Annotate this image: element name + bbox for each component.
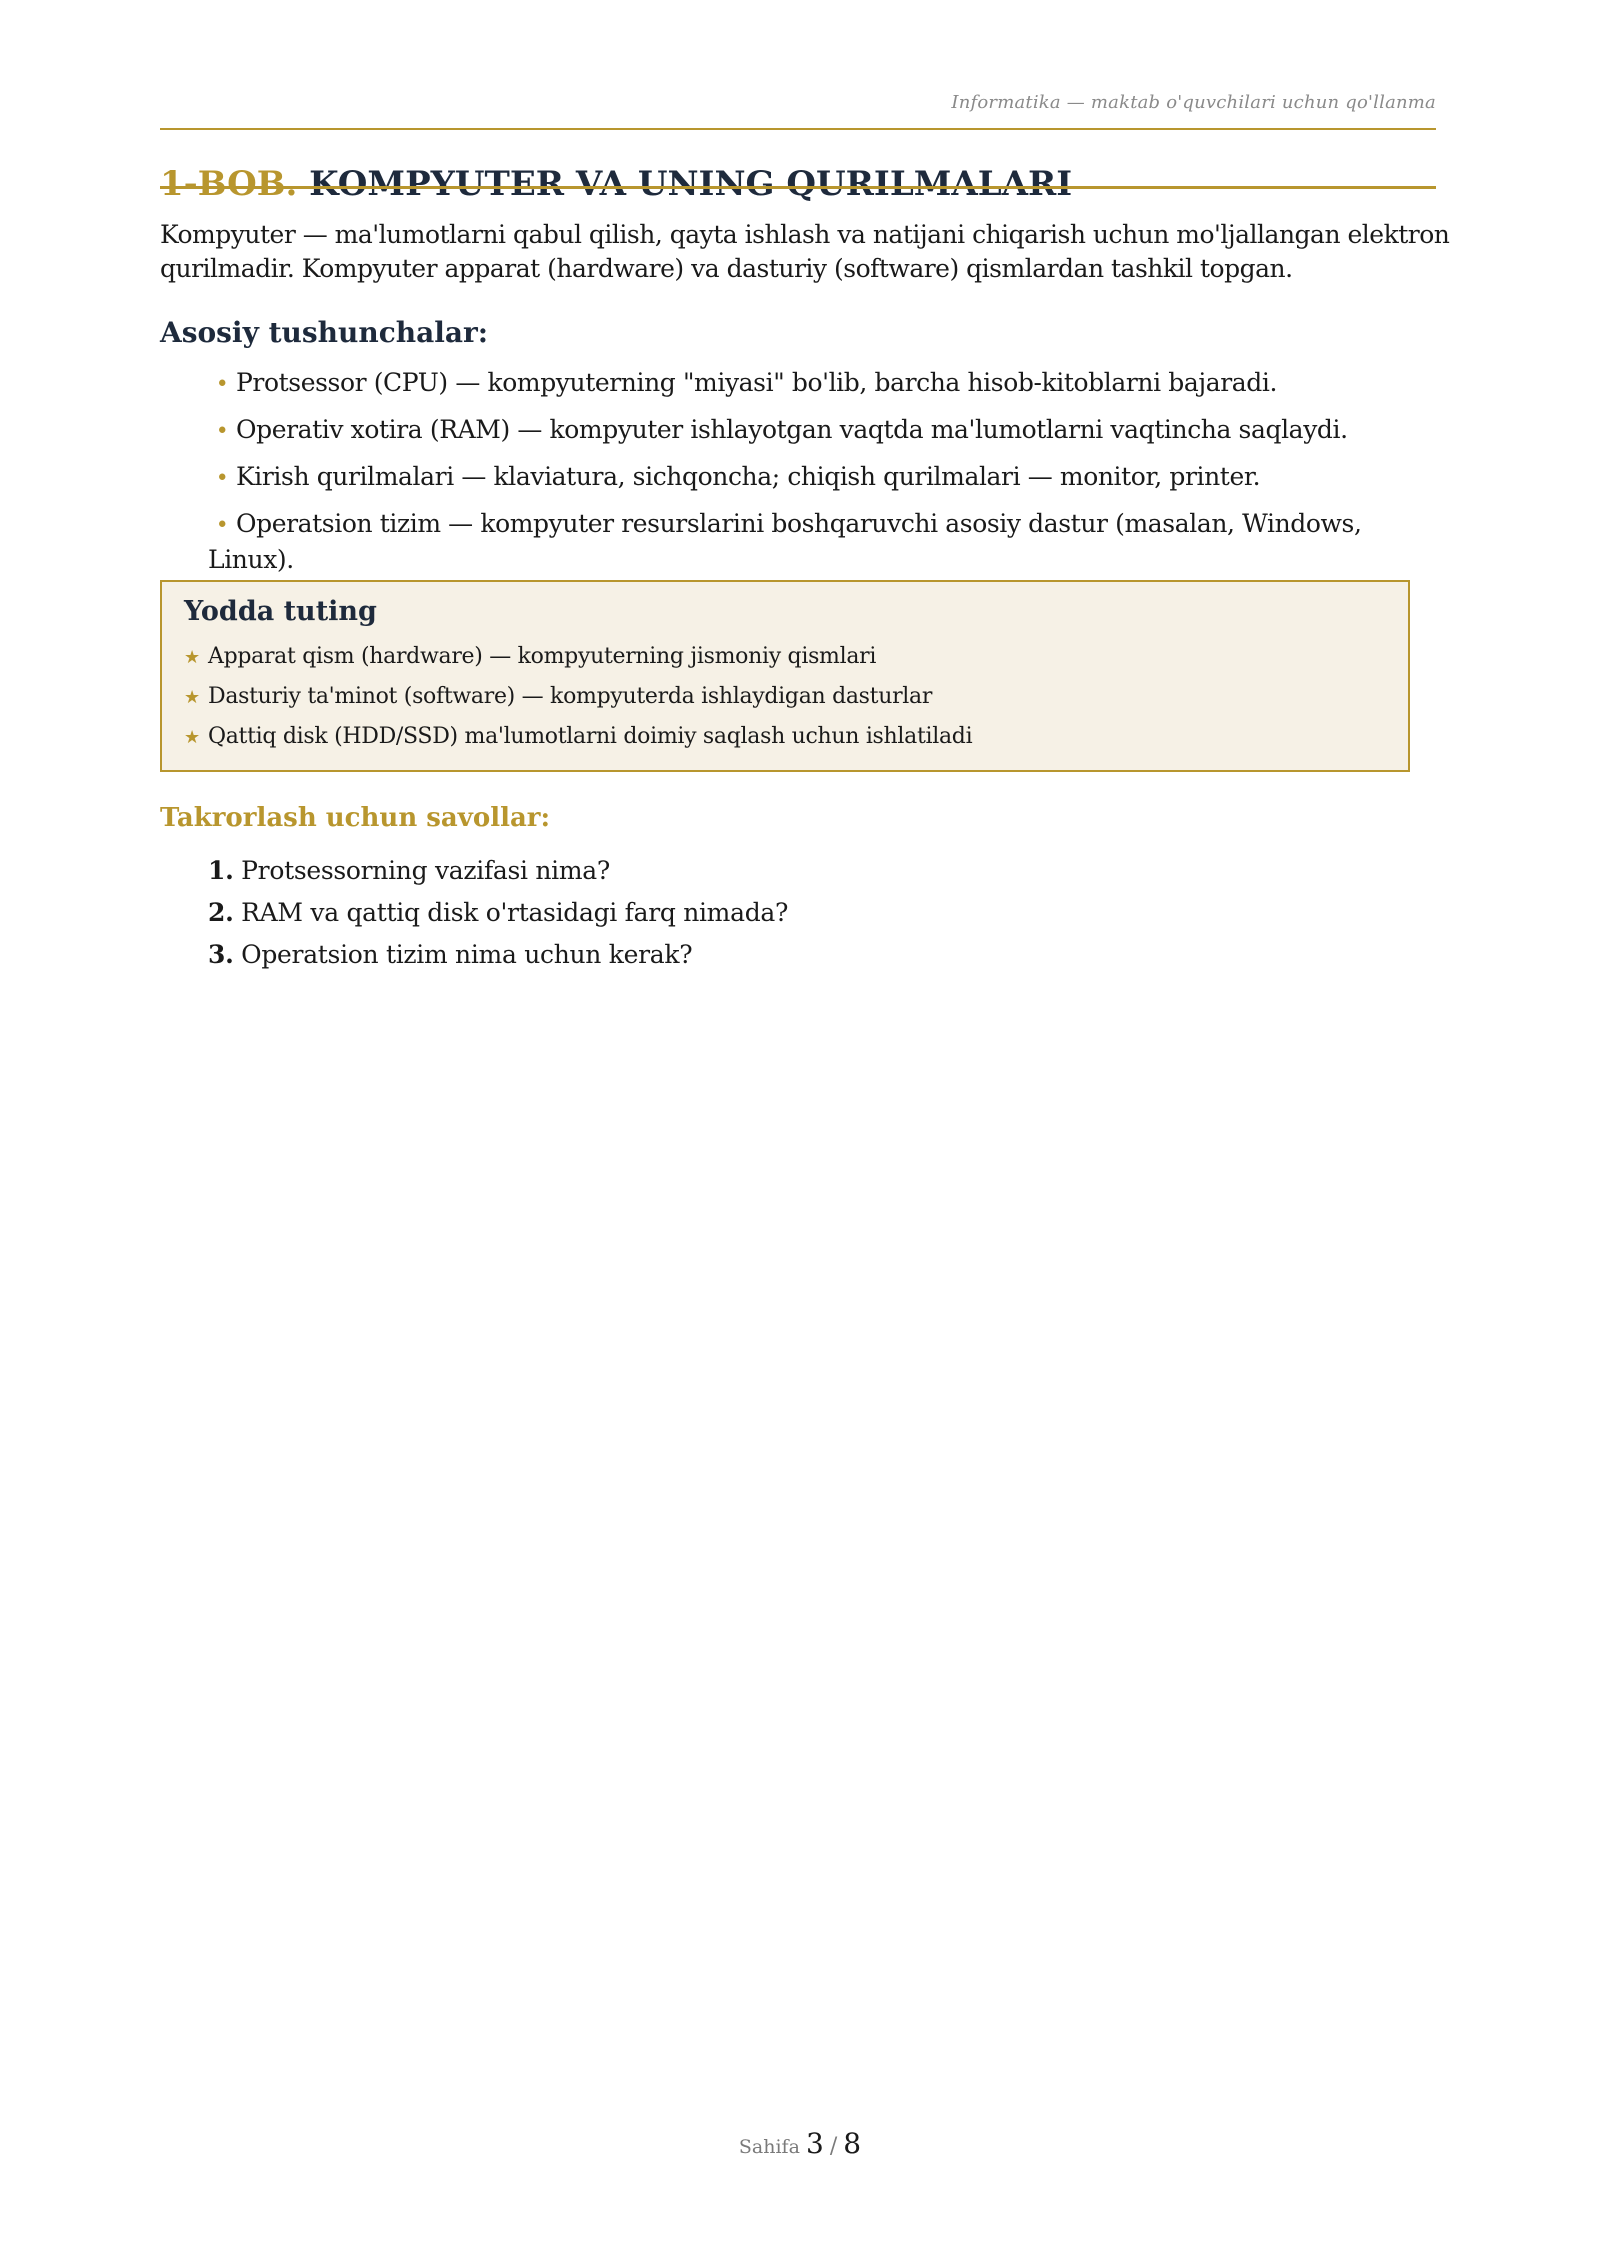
question-text: RAM va qattiq disk o'rtasidagi farq nimada? — [241, 898, 789, 927]
star-icon: ★ — [184, 687, 200, 708]
question-item — [208, 850, 788, 892]
list-item — [208, 460, 1408, 496]
question-item — [208, 934, 788, 976]
review-heading: Takrorlash uchun savollar: — [160, 803, 551, 833]
remember-box — [160, 580, 1410, 772]
list-item — [184, 677, 1386, 717]
review-questions-list — [208, 850, 788, 976]
list-item — [184, 717, 1386, 757]
concepts-list — [208, 366, 1408, 588]
star-icon: ★ — [184, 647, 200, 668]
list-item-text: Kirish qurilmalari — klaviatura, sichqoncha; chiqish qurilmalari — monitor, printer. — [236, 462, 1261, 491]
list-item — [208, 413, 1408, 449]
list-item-text: Apparat qism (hardware) — kompyuterning jismoniy qismlari — [208, 644, 877, 669]
chapter-title — [160, 155, 1436, 213]
list-item — [208, 366, 1408, 402]
remember-list — [184, 637, 1386, 757]
bullet-icon: • — [215, 513, 229, 538]
question-text: Operatsion tizim nima uchun kerak? — [241, 940, 693, 969]
list-item — [184, 637, 1386, 677]
question-text: Protsessorning vazifasi nima? — [241, 856, 610, 885]
chapter-title-text: KOMPYUTER VA UNING QURILMALARI — [309, 163, 1073, 204]
concepts-heading: Asosiy tushunchalar: — [160, 316, 489, 349]
total-pages: 8 — [843, 2127, 862, 2160]
question-number: 1. — [208, 856, 234, 885]
page-separator: / — [829, 2134, 838, 2159]
title-rule — [160, 186, 1436, 189]
list-item-text: Operatsion tizim — kompyuter resurslarini boshqaruvchi asosiy dastur (masalan, Windows, Linux). — [208, 509, 1362, 574]
page-label: Sahifa — [738, 2136, 800, 2158]
running-header: Informatika — maktab o'quvchilari uchun qo'llanma — [951, 92, 1436, 113]
list-item — [208, 507, 1408, 577]
intro-paragraph: Kompyuter — ma'lumotlarni qabul qilish, qayta ishlash va natijani chiqarish uchun mo'ljallangan elektron qurilmadir. Kompyuter apparat (hardware) va dasturiy (software) qismlardan tashkil topgan. — [160, 220, 1450, 283]
list-item-text: Protsessor (CPU) — kompyuterning "miyasi" bo'lib, barcha hisob-kitoblarni bajaradi. — [236, 368, 1278, 397]
chapter-number: 1-BOB. — [160, 163, 298, 204]
list-item-text: Qattiq disk (HDD/SSD) ma'lumotlarni doimiy saqlash uchun ishlatiladi — [208, 724, 973, 749]
bullet-icon: • — [215, 372, 229, 397]
bullet-icon: • — [215, 466, 229, 491]
bullet-icon: • — [215, 419, 229, 444]
list-item-text: Operativ xotira (RAM) — kompyuter ishlayotgan vaqtda ma'lumotlarni vaqtincha saqlaydi. — [236, 415, 1348, 444]
header-rule — [160, 128, 1436, 130]
question-number: 3. — [208, 940, 234, 969]
question-item — [208, 892, 788, 934]
current-page-number: 3 — [805, 2127, 824, 2160]
remember-title: Yodda tuting — [184, 596, 377, 627]
question-number: 2. — [208, 898, 234, 927]
page-footer — [0, 2127, 1600, 2160]
list-item-text: Dasturiy ta'minot (software) — kompyuterda ishlaydigan dasturlar — [208, 684, 933, 709]
star-icon: ★ — [184, 727, 200, 748]
